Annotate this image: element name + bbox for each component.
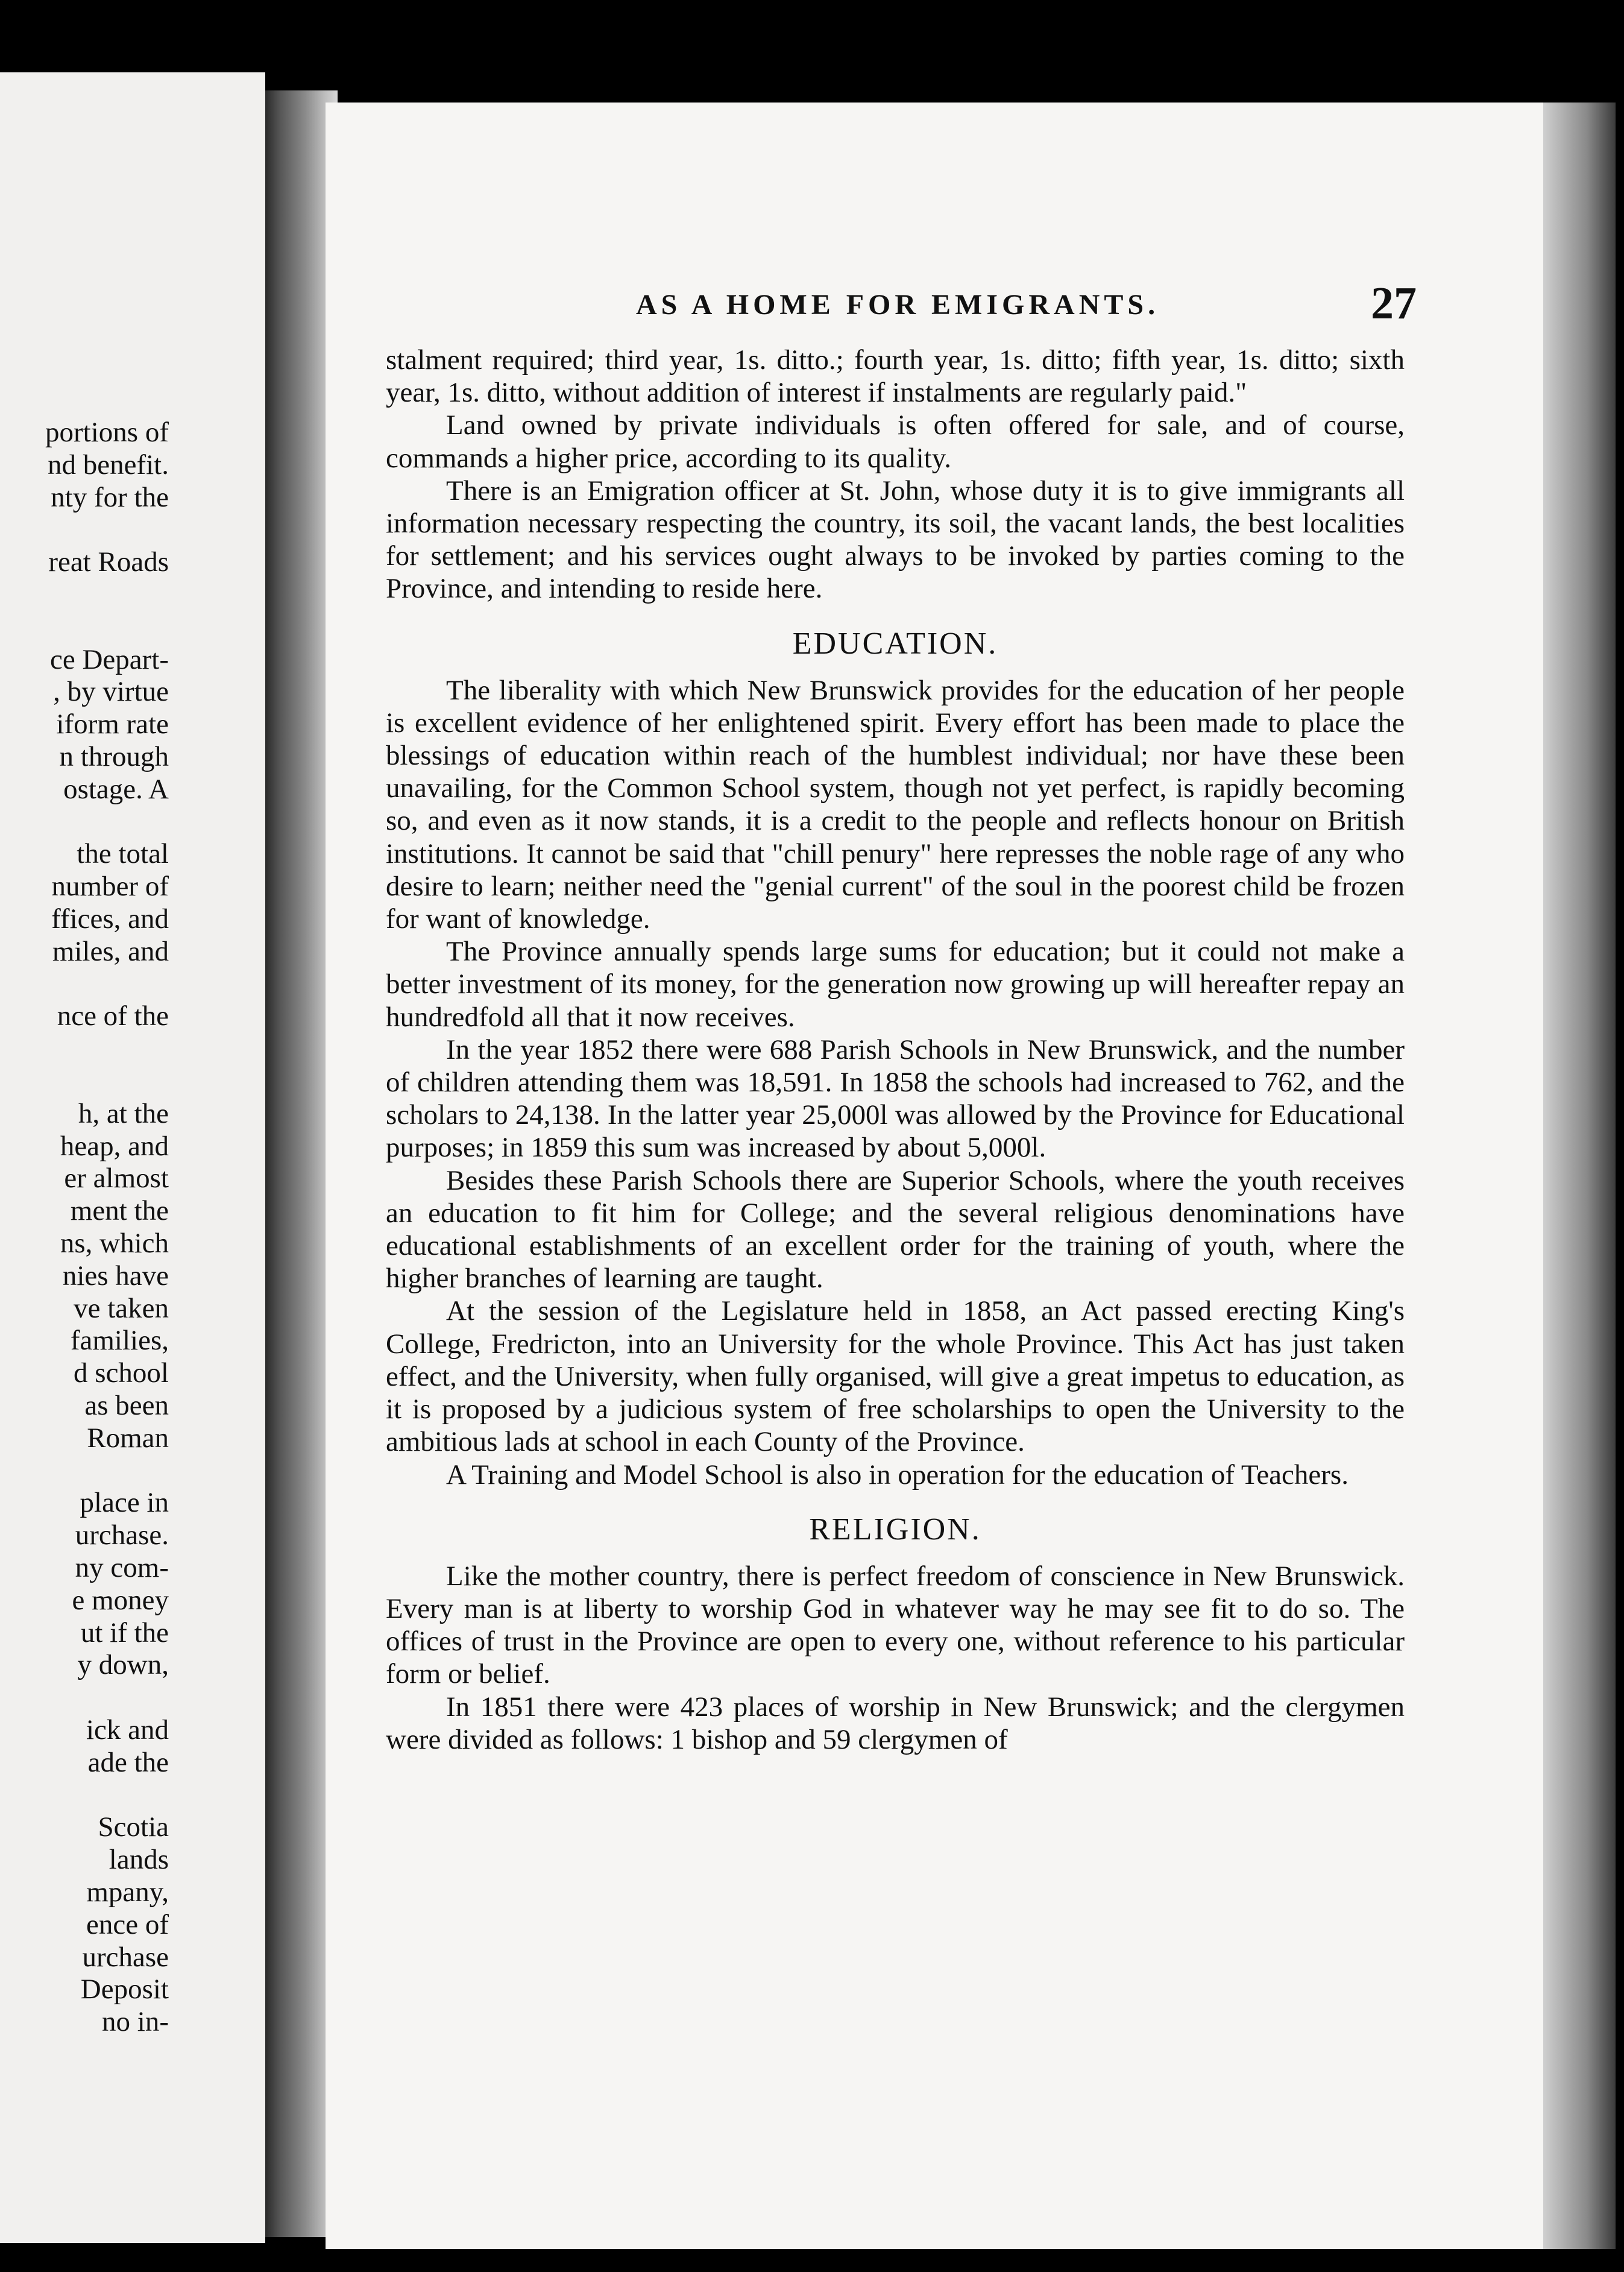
page-number: 27 bbox=[1371, 278, 1417, 329]
left-page-line: as been bbox=[84, 1390, 169, 1421]
left-page-line: ns, which bbox=[60, 1228, 169, 1259]
left-page-line: mpany, bbox=[86, 1876, 169, 1908]
left-page-line: iform rate bbox=[56, 708, 169, 740]
left-page-line: , by virtue bbox=[53, 676, 169, 708]
page-body bbox=[386, 344, 1405, 1756]
section-heading-religion: RELIGION. bbox=[809, 1512, 981, 1547]
left-page-line: families, bbox=[70, 1325, 169, 1357]
left-page-line: d school bbox=[74, 1357, 169, 1389]
left-page-line: ostage. A bbox=[63, 773, 169, 805]
page-header bbox=[636, 277, 1417, 332]
paragraph: A Training and Model School is also in operation for the education of Teachers. bbox=[446, 1459, 1349, 1491]
left-page-line: e money bbox=[72, 1584, 169, 1616]
paragraph: In the year 1852 there were 688 Parish Schools in New Brunswick, and the number of children attending them was 18,591. In 1858 the schools had increased to 762, and the scholars to 24,138. In the latter year 25,000l was allowed by the Province for Educational purposes; in 1859 this sum was increased by about 5,000l. bbox=[386, 1033, 1405, 1164]
left-page bbox=[0, 72, 265, 2243]
left-page-line: Roman bbox=[87, 1422, 169, 1454]
paragraph: The liberality with which New Brunswick provides for the education of her people is excellent evidence of her enlightened spirit. Every effort has been made to place the blessings of education within reach of the humblest individual; nor have these been unavailing, for the Common School system, though not yet perfect, is rapidly becoming so, and even as it now stands, it is a credit to the people and reflects honour on British institutions. It cannot be said that "chill penury" here represses the noble rage of any who desire to learn; neither need the "genial current" of the soul in the poorest child be frozen for want of knowledge. bbox=[386, 674, 1405, 935]
left-page-line: nty for the bbox=[51, 481, 169, 513]
section-heading-education: EDUCATION. bbox=[792, 626, 998, 661]
paragraph: In 1851 there were 423 places of worship in New Brunswick; and the clergymen were divided as follows: 1 bishop and 59 clergymen of bbox=[386, 1691, 1405, 1755]
left-page-line: y down, bbox=[77, 1649, 169, 1681]
paragraph: stalment required; third year, 1s. ditto.; fourth year, 1s. ditto; fifth year, 1s. ditto; sixth year, 1s. ditto, without addition of interest if instalments are regularly paid." bbox=[386, 344, 1405, 409]
left-page-line: reat Roads bbox=[48, 546, 169, 578]
running-head: AS A HOME FOR EMIGRANTS. bbox=[636, 289, 1160, 321]
left-page-line: ut if the bbox=[80, 1617, 169, 1649]
left-page-line: nd benefit. bbox=[48, 449, 169, 481]
left-page-line: ffices, and bbox=[51, 903, 169, 935]
left-page-line: urchase bbox=[82, 1941, 169, 1973]
left-page-line: the total bbox=[77, 838, 169, 870]
paragraph: The Province annually spends large sums for education; but it could not make a better investment of its money, for the generation now growing up will hereafter repay an hundredfold all that it now receives. bbox=[386, 936, 1405, 1033]
paragraph: Besides these Parish Schools there are Superior Schools, where the youth receives an education to fit him for College; and the several religious denominations have educational establishments of an excellent order for the training of youth, where the higher branches of learning are taught. bbox=[386, 1164, 1405, 1295]
left-page-line: ick and bbox=[86, 1714, 169, 1746]
left-page-line: Deposit bbox=[80, 1974, 169, 2005]
paragraph: There is an Emigration officer at St. John, whose duty it is to give immigrants all information necessary respecting the country, its soil, the vacant lands, the best localities for settlement; and his services ought always to be invoked by parties coming to the Province, and intending to reside here. bbox=[386, 475, 1405, 605]
left-page-line: lands bbox=[109, 1844, 169, 1876]
left-page-line: ny com- bbox=[75, 1552, 169, 1583]
left-page-line: nce of the bbox=[57, 1000, 169, 1032]
left-page-line: portions of bbox=[45, 417, 169, 448]
left-page-line: ment the bbox=[70, 1195, 169, 1227]
left-page-line: heap, and bbox=[60, 1130, 169, 1162]
page-edge bbox=[1543, 103, 1616, 2249]
left-page-line: ade the bbox=[87, 1746, 169, 1778]
left-page-line: h, at the bbox=[78, 1097, 169, 1129]
paragraph: At the session of the Legislature held in 1858, an Act passed erecting King's College, Fredricton, into an University for the whole Province. This Act has just taken effect, and the University, when fully organised, will give a great impetus to education, as it is proposed by a judicious system of free scholarships to open the University to the ambitious lads at school in each County of the Province. bbox=[386, 1295, 1405, 1458]
left-page-line: urchase. bbox=[75, 1519, 169, 1551]
paragraph: Like the mother country, there is perfect freedom of conscience in New Brunswick. Every man is at liberty to worship God in whatever way he may see fit to do so. The offices of trust in the Province are open to every one, without reference to his particular form or belief. bbox=[386, 1560, 1405, 1690]
left-page-line: no in- bbox=[102, 2006, 169, 2038]
left-page-line: ve taken bbox=[74, 1292, 169, 1324]
left-page-line: Scotia bbox=[98, 1811, 169, 1843]
left-page-line: nies have bbox=[62, 1260, 169, 1292]
left-page-line: er almost bbox=[64, 1163, 169, 1194]
left-page-line: ence of bbox=[86, 1908, 169, 1940]
left-page-line: ce Depart- bbox=[50, 643, 169, 675]
left-page-line: number of bbox=[51, 871, 169, 903]
left-page-line: n through bbox=[59, 741, 169, 772]
paragraph: Land owned by private individuals is often offered for sale, and of course, commands a higher price, according to its quality. bbox=[386, 409, 1405, 474]
left-page-line: miles, and bbox=[52, 935, 169, 967]
left-page-line: place in bbox=[80, 1487, 169, 1519]
